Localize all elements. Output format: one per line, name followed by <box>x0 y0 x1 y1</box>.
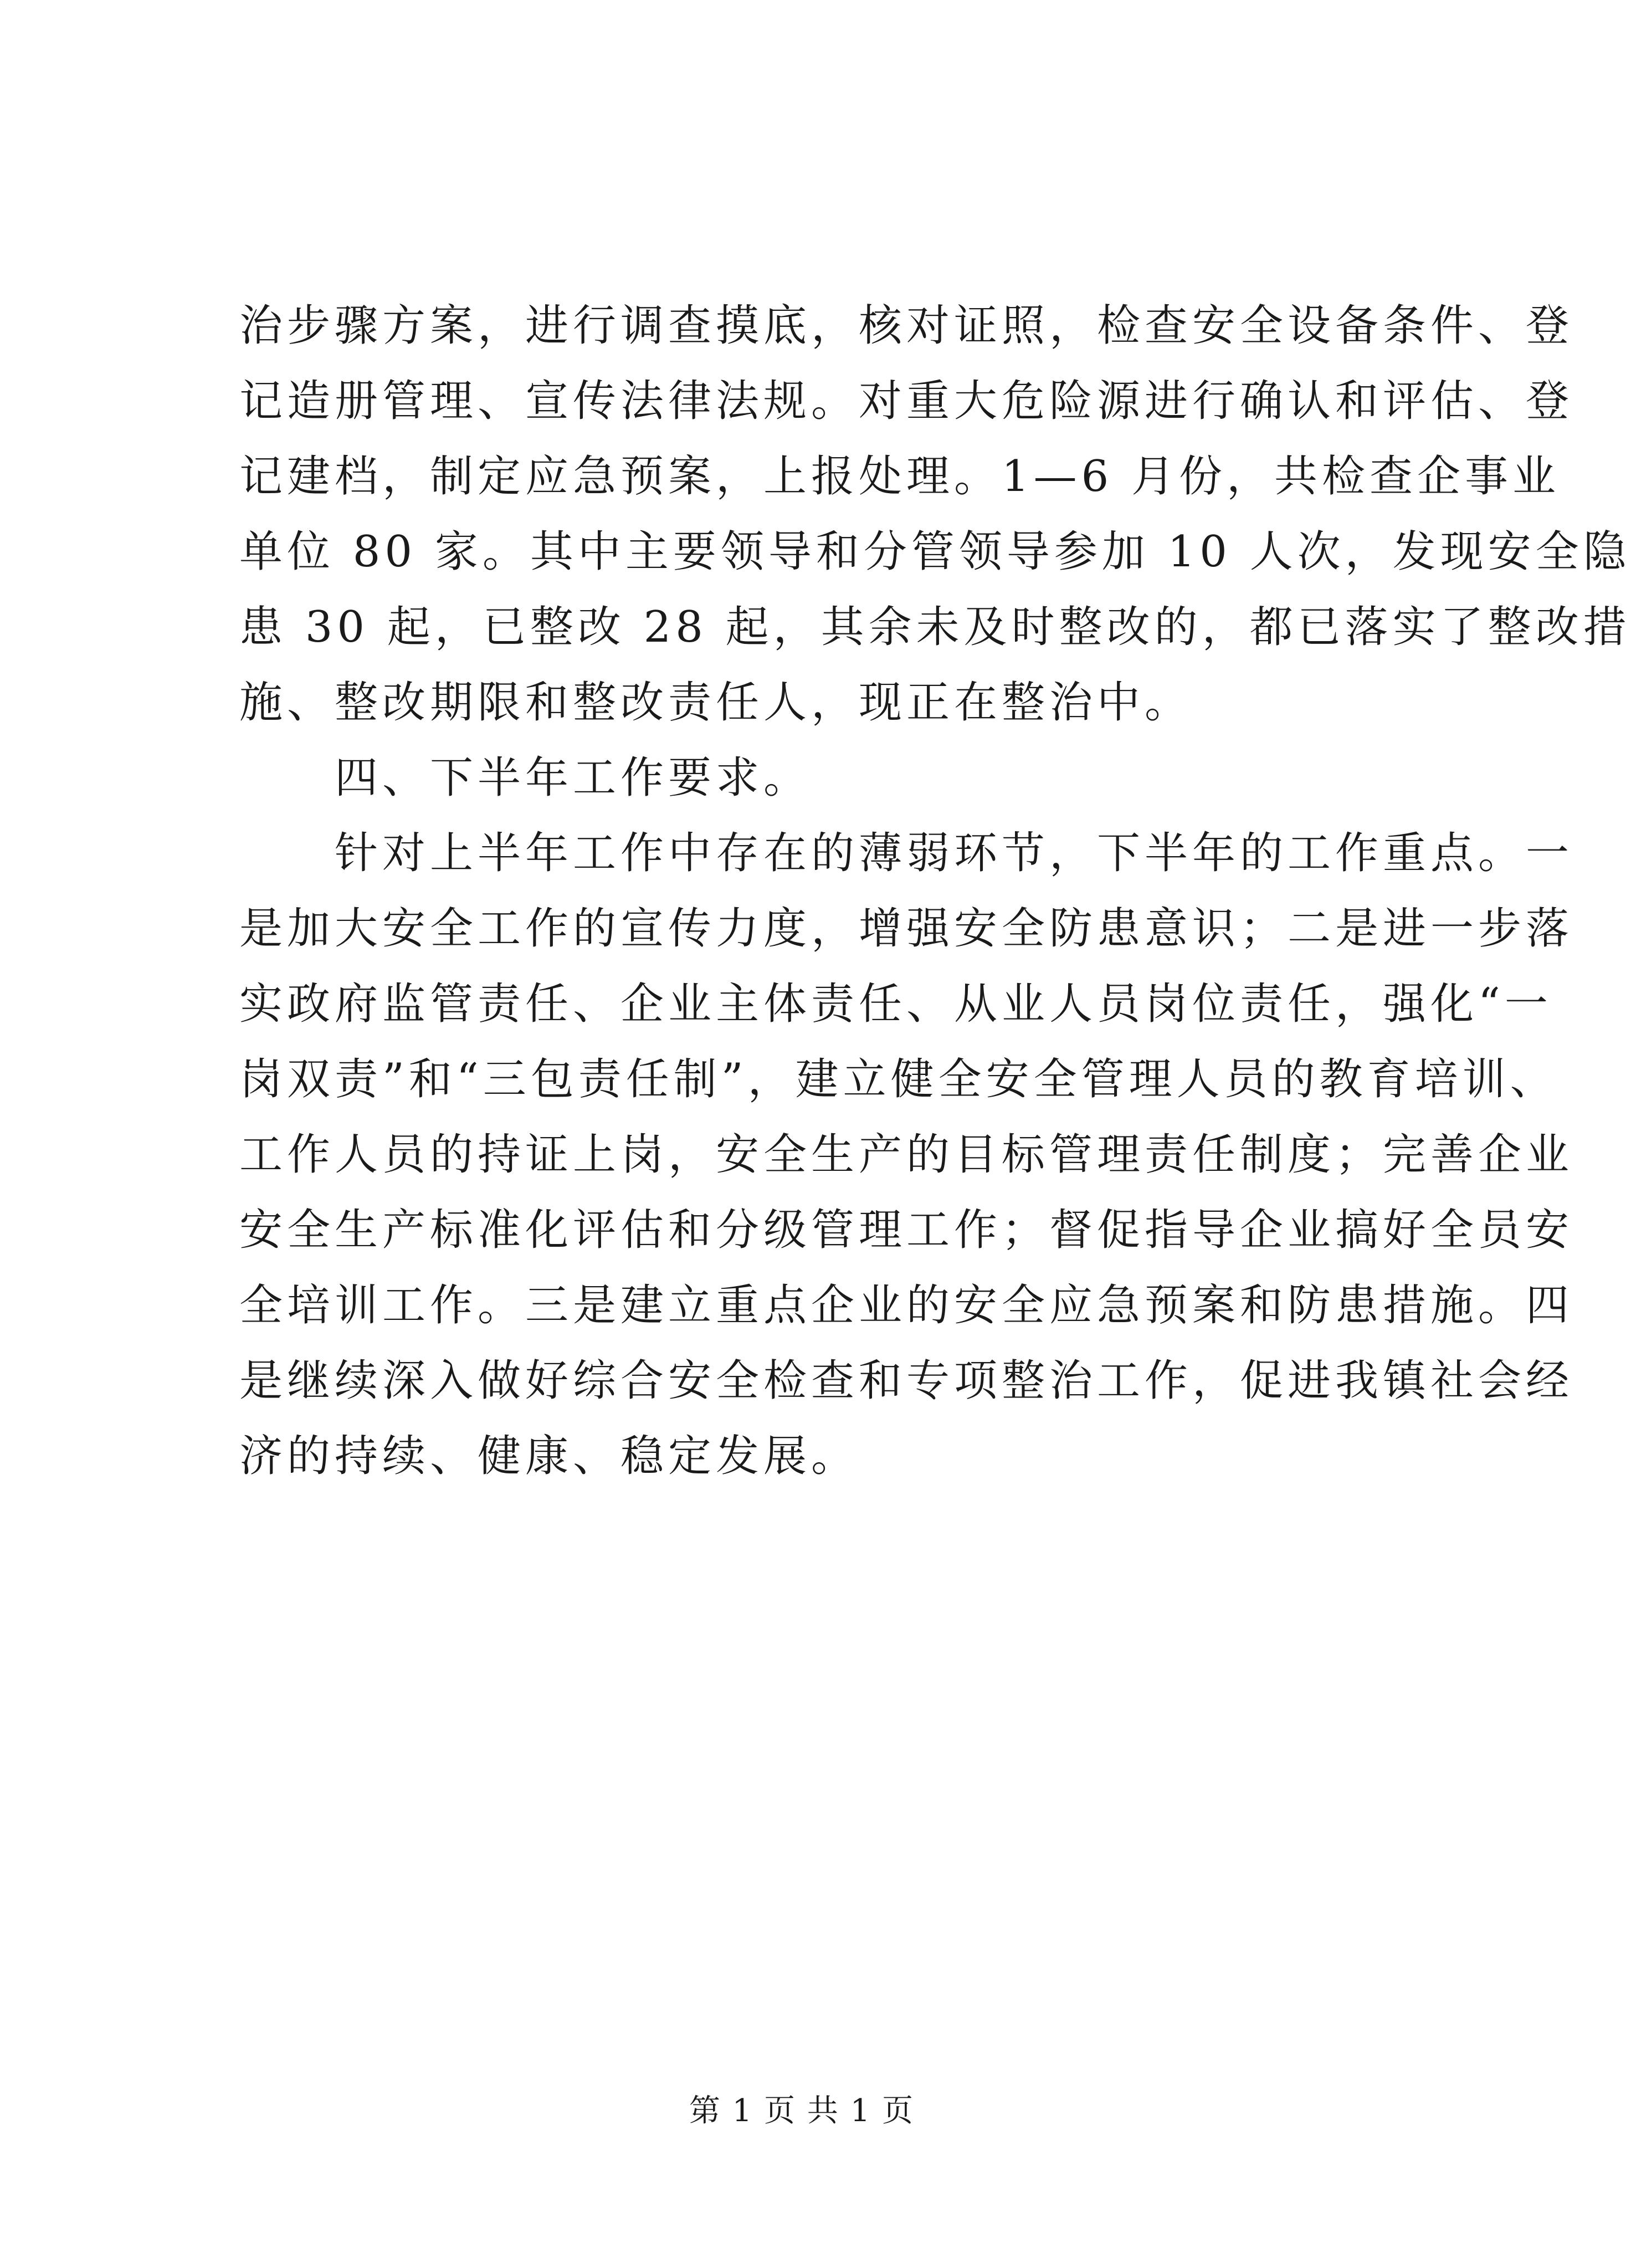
body-line: 针对上半年工作中存在的薄弱环节，下半年的工作重点。一 <box>335 828 1574 878</box>
body-line: 全培训工作。三是建立重点企业的安全应急预案和防患措施。四 <box>239 1281 1574 1330</box>
body-line: 济的持续、健康、稳定发展。 <box>239 1431 859 1481</box>
body-line: 岗双责”和“三包责任制”，建立健全安全管理人员的教育培训、 <box>239 1054 1558 1104</box>
section-heading: 四、下半年工作要求。 <box>335 753 812 803</box>
body-line: 记造册管理、宣传法律法规。对重大危险源进行确认和评估、登 <box>239 376 1574 426</box>
page-number-footer: 第 1 页 共 1 页 <box>689 2093 915 2129</box>
body-line: 治步骤方案，进行调查摸底，核对证照，检查安全设备条件、登 <box>239 301 1574 351</box>
body-line: 实政府监管责任、企业主体责任、从业人员岗位责任，强化“一 <box>239 979 1552 1029</box>
body-line: 工作人员的持证上岗，安全生产的目标管理责任制度；完善企业 <box>239 1130 1574 1180</box>
body-line: 是继续深入做好综合安全检查和专项整治工作，促进我镇社会经 <box>239 1356 1574 1406</box>
body-line: 患 30 起，已整改 28 起，其余未及时整改的，都已落实了整改措 <box>239 602 1631 652</box>
document-body <box>239 288 1631 1494</box>
body-line: 单位 80 家。其中主要领导和分管领导参加 10 人次，发现安全隐 <box>239 527 1631 577</box>
body-line: 安全生产标准化评估和分级管理工作；督促指导企业搞好全员安 <box>239 1205 1574 1255</box>
body-line: 记建档，制定应急预案，上报处理。1—6 月份，共检查企事业 <box>239 452 1561 501</box>
body-line: 是加大安全工作的宣传力度，增强安全防患意识；二是进一步落 <box>239 904 1574 954</box>
body-line: 施、整改期限和整改责任人，现正在整治中。 <box>239 678 1193 728</box>
